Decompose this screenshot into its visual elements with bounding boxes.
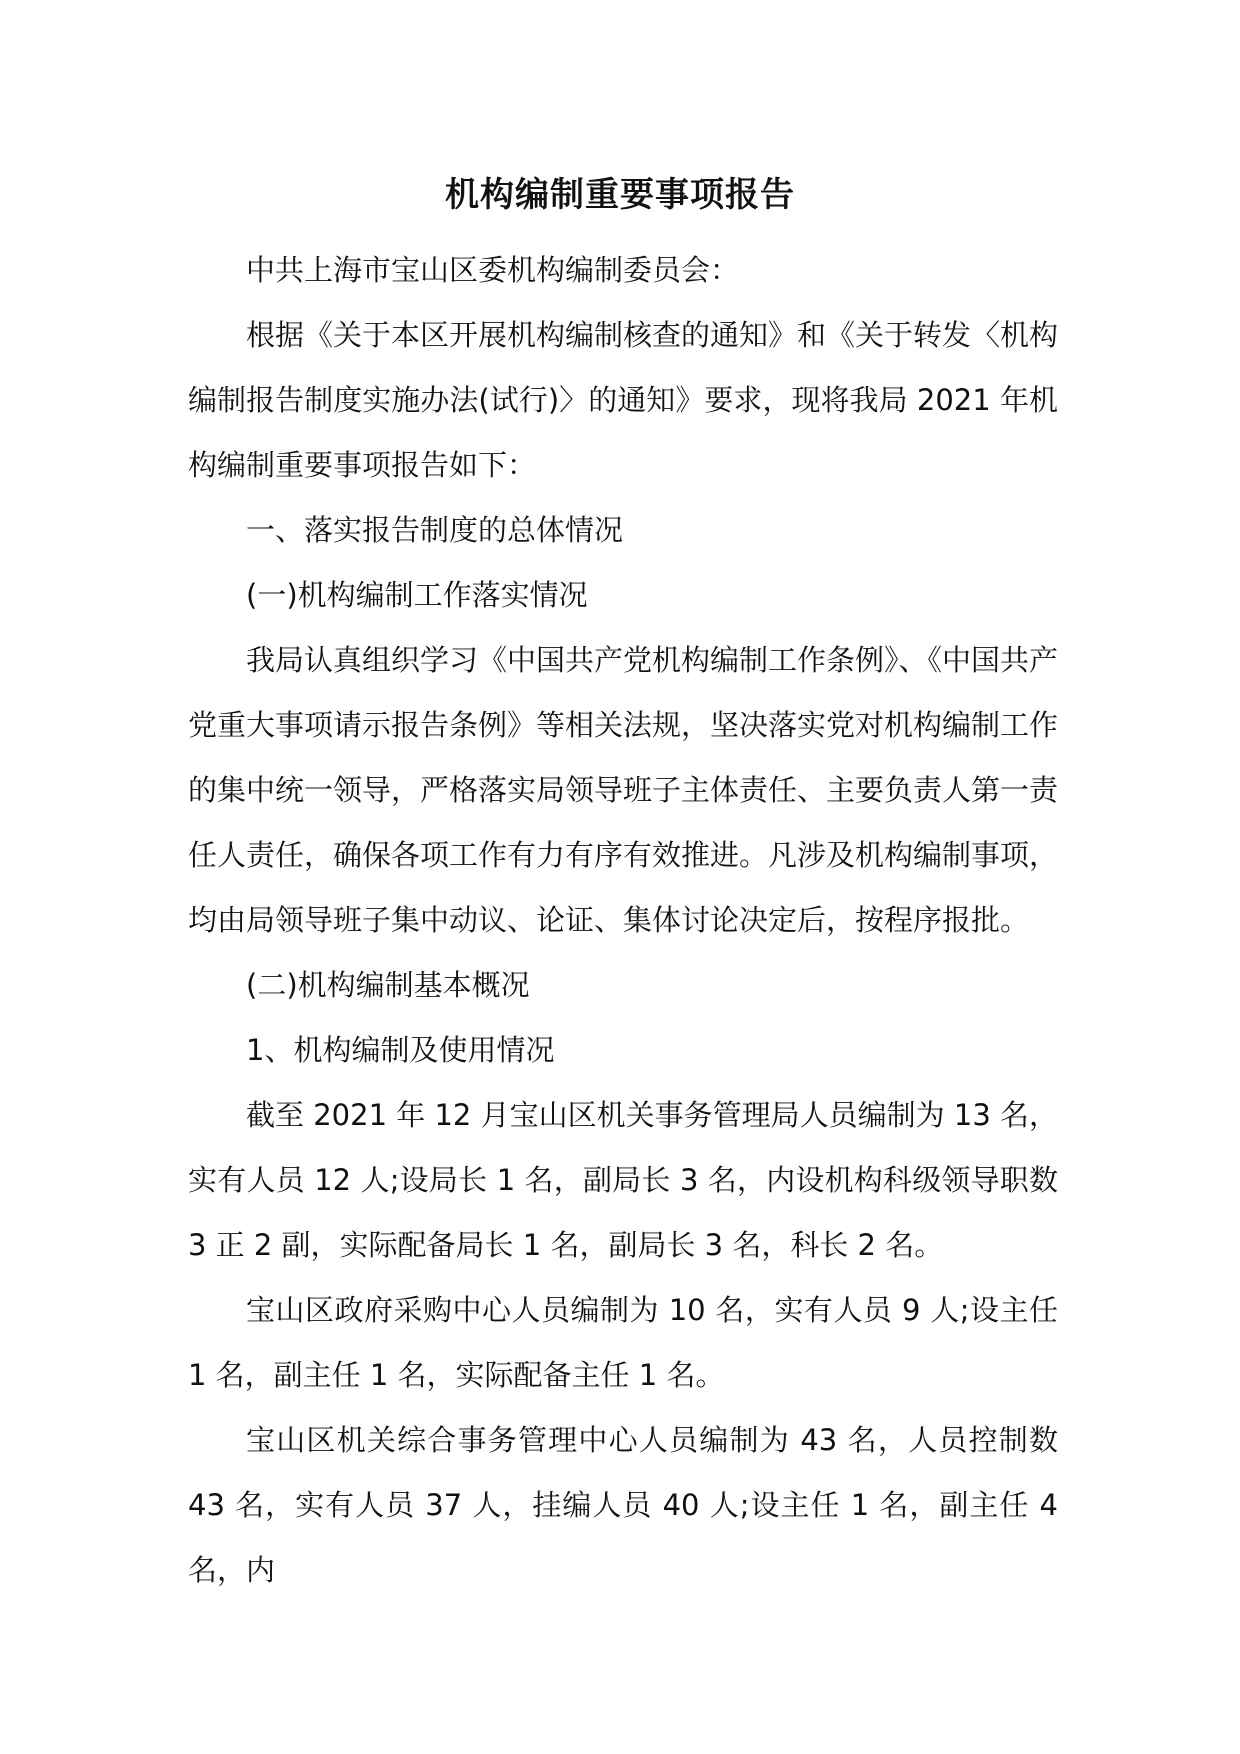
document-title: 机构编制重要事项报告 — [445, 175, 795, 215]
subsection-heading-2: (二)机构编制基本概况 — [246, 968, 530, 1002]
body-paragraph: 宝山区机关综合事务管理中心人员编制为 43 名，人员控制数 43 名，实有人员 37 人，挂编人员 40 人;设主任 1 名，副主任 4 名，内 — [188, 1423, 1058, 1587]
item-heading-1: 1、机构编制及使用情况 — [246, 1033, 555, 1067]
body-paragraph: 我局认真组织学习《中国共产党机构编制工作条例》、《中国共产党重大事项请示报告条例》等相关法规，坚决落实党对机构编制工作的集中统一领导，严格落实局领导班子主体责任、主要负责人第一责任人责任，确保各项工作有力有序有效推进。凡涉及机构编制事项，均由局领导班子集中动议、论证、集体讨论决定后，按程序报批。 — [188, 643, 1059, 937]
section-heading-1: 一、落实报告制度的总体情况 — [246, 513, 624, 547]
body-paragraph: 宝山区政府采购中心人员编制为 10 名，实有人员 9 人;设主任 1 名，副主任 1 名，实际配备主任 1 名。 — [188, 1293, 1058, 1392]
intro-paragraph: 根据《关于本区开展机构编制核查的通知》和《关于转发〈机构编制报告制度实施办法(试行)〉的通知》要求，现将我局 2021 年机构编制重要事项报告如下： — [188, 318, 1059, 482]
document-body — [188, 238, 1058, 1603]
subsection-heading-1: (一)机构编制工作落实情况 — [246, 578, 588, 612]
addressee: 中共上海市宝山区委机构编制委员会： — [246, 253, 740, 287]
body-paragraph: 截至 2021 年 12 月宝山区机关事务管理局人员编制为 13 名，实有人员 12 人;设局长 1 名，副局长 3 名，内设机构科级领导职数 3 正 2 副，实际配备局长 1 名，副局长 3 名，科长 2 名。 — [188, 1098, 1058, 1262]
